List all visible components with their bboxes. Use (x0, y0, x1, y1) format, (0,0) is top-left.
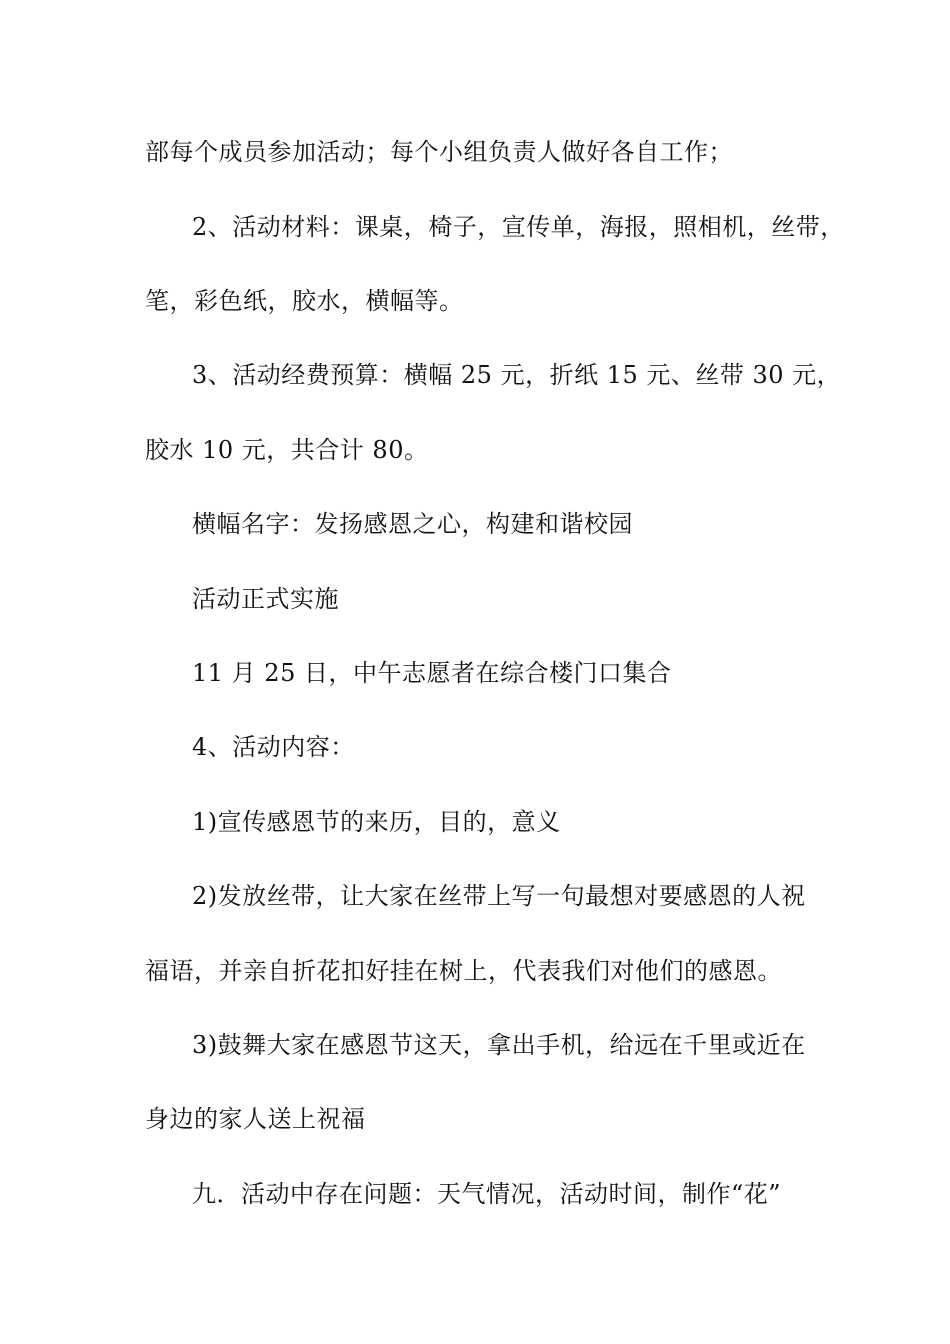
text-line: 11 月 25 日，中午志愿者在综合楼门口集合 (192, 659, 672, 687)
text-line: 3、活动经费预算：横幅 25 元，折纸 15 元、丝带 30 元， (192, 361, 842, 389)
text-line: 横幅名字：发扬感恩之心，构建和谐校园 (192, 510, 633, 538)
text-line: 笔，彩色纸，胶水，横幅等。 (145, 287, 464, 315)
text-line: 2)发放丝带，让大家在丝带上写一句最想对要感恩的人祝 (192, 882, 806, 910)
text-line: 九．活动中存在问题：天气情况，活动时间，制作“花” (192, 1180, 782, 1208)
text-line: 活动正式实施 (192, 585, 339, 613)
text-line: 2、活动材料：课桌，椅子，宣传单，海报，照相机，丝带， (192, 213, 845, 241)
text-line: 3)鼓舞大家在感恩节这天，拿出手机，给远在千里或近在 (192, 1031, 806, 1059)
text-line: 1)宣传感恩节的来历，目的，意义 (192, 808, 561, 836)
text-line: 胶水 10 元，共合计 80。 (145, 436, 429, 464)
text-line: 身边的家人送上祝福 (145, 1105, 366, 1133)
text-line: 部每个成员参加活动；每个小组负责人做好各自工作； (145, 138, 733, 166)
text-line: 福语，并亲自折花扣好挂在树上，代表我们对他们的感恩。 (145, 957, 782, 985)
text-line: 4、活动内容： (192, 733, 355, 761)
